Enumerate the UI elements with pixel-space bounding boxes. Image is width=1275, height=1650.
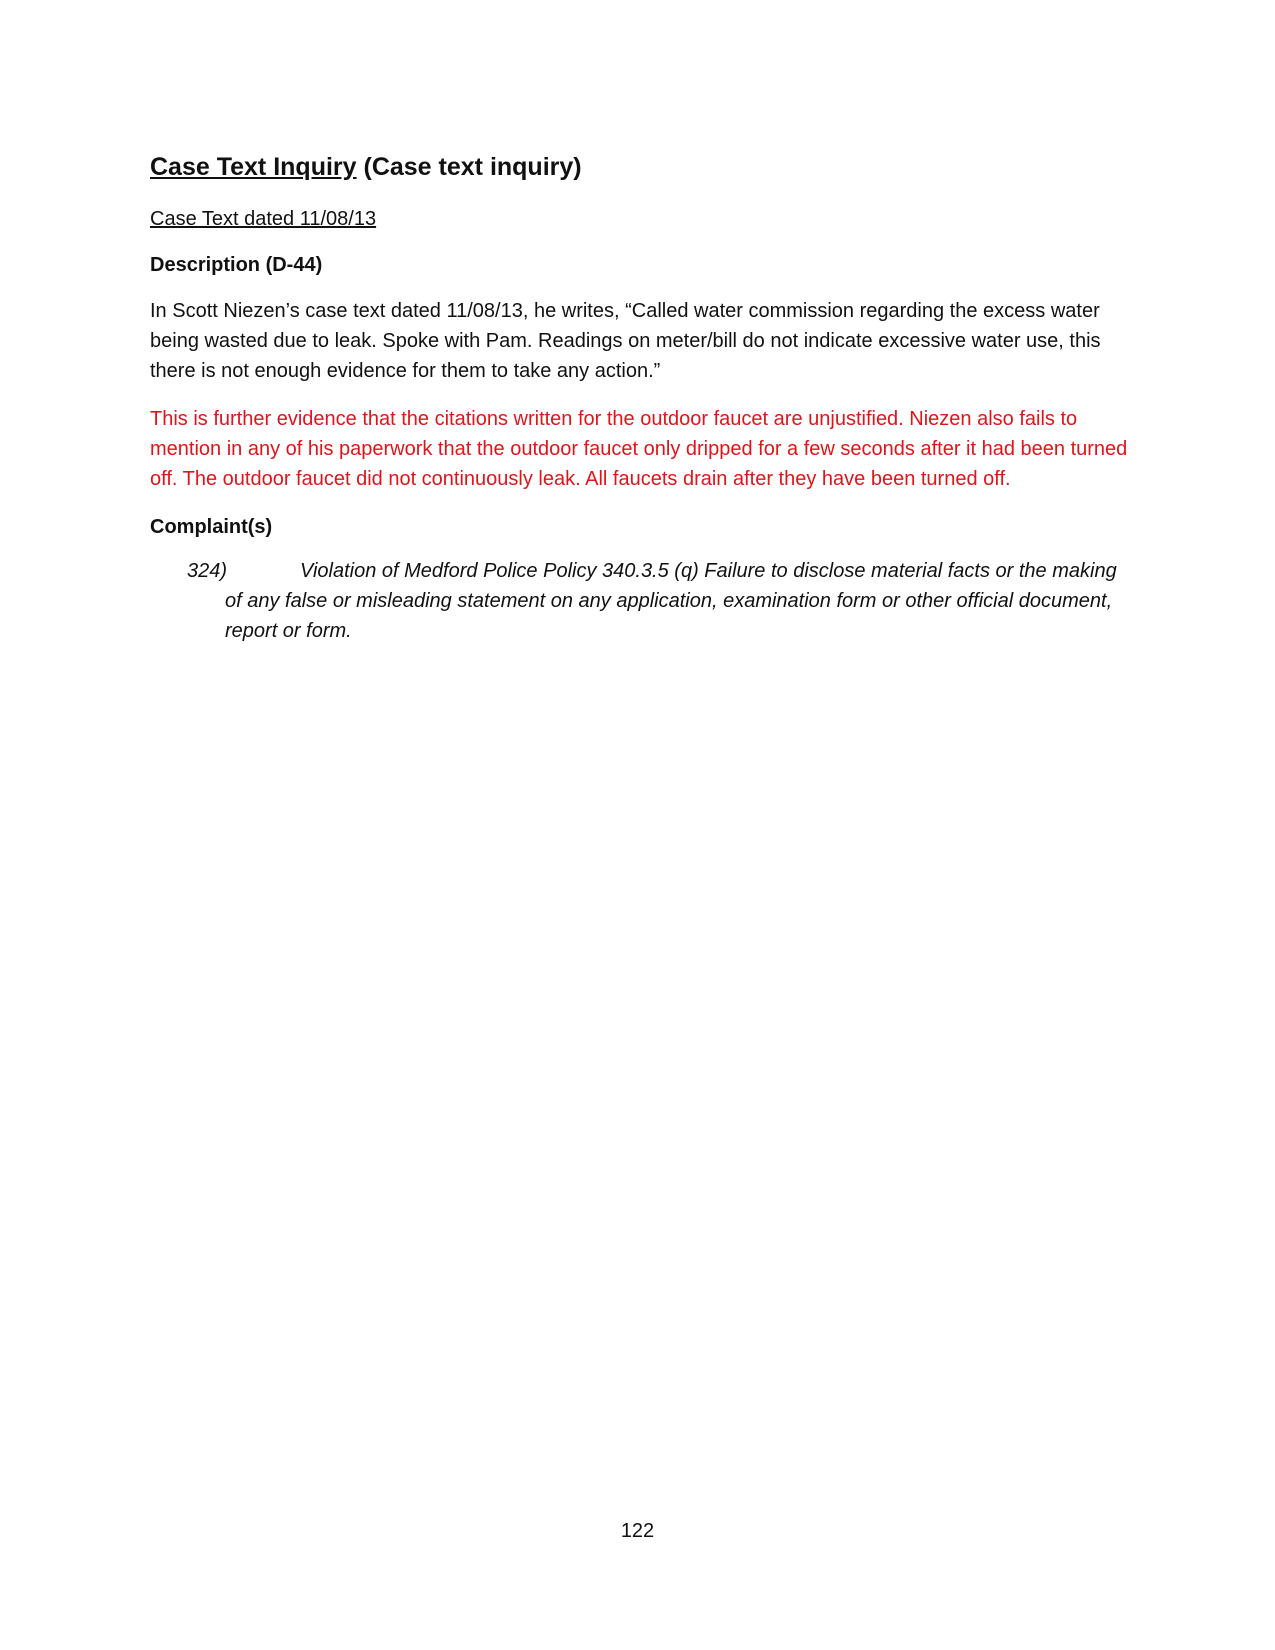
description-paragraph: In Scott Niezen’s case text dated 11/08/13, he writes, “Called water commission regarding the excess water being wasted due to leak. Spoke with Pam. Readings on meter/bill do not indicate excessive water use, this there is not enough evidence for them to take any action.” <box>150 300 1101 382</box>
page-title-underlined: Case Text Inquiry <box>150 153 357 181</box>
page-number: 122 <box>620 1520 655 1542</box>
page-title <box>150 150 1130 184</box>
complaint-item <box>150 556 1130 646</box>
description-heading: Description (D-44) <box>150 254 323 276</box>
complaint-text: Violation of Medford Police Policy 340.3.5 (q) Failure to disclose material facts or the making of any false or misleading statement on any application, examination form or other official document, report or form. <box>225 560 1117 642</box>
complaints-heading: Complaint(s) <box>150 516 273 538</box>
case-text-date-subtitle: Case Text dated 11/08/13 <box>150 208 377 230</box>
commentary-paragraph: This is further evidence that the citations written for the outdoor faucet are unjustified. Niezen also fails to mention in any of his paperwork that the outdoor faucet only dripped for a few seconds after it had been turned off. The outdoor faucet did not continuously leak. All faucets drain after they have been turned off. <box>150 408 1128 490</box>
page-content <box>150 150 1130 646</box>
complaint-number: 324) <box>187 560 228 582</box>
page-title-rest: (Case text inquiry) <box>363 153 582 181</box>
